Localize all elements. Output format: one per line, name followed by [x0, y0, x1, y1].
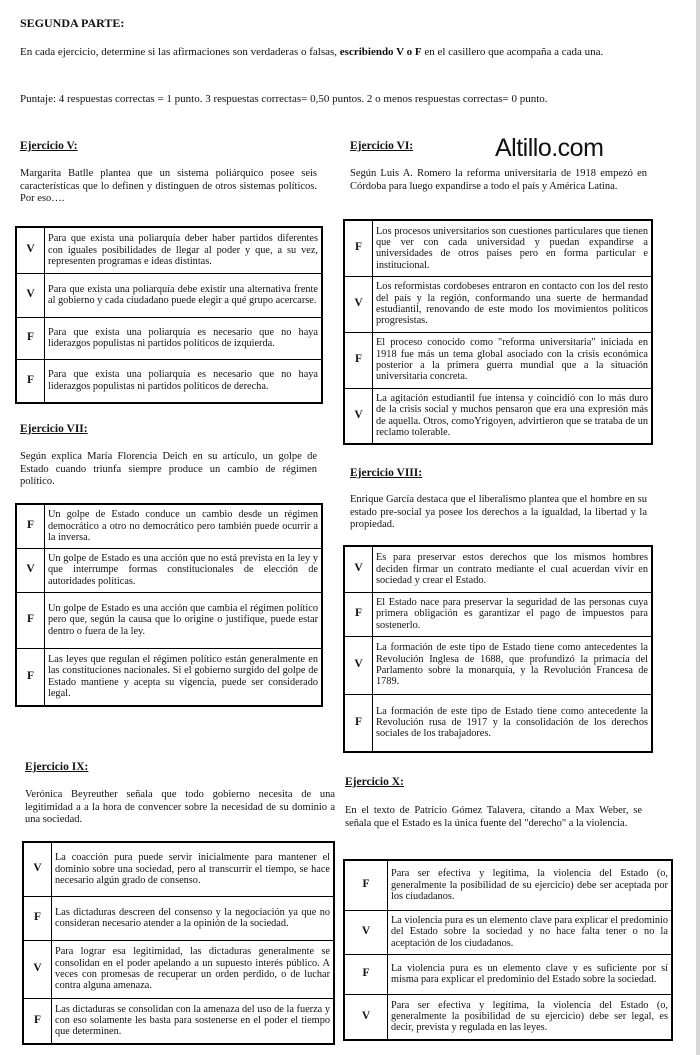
score-rules: Puntaje: 4 respuestas correctas = 1 punto. 3 respuestas correctas= 0,50 puntos. 2 o menos respuestas correctas= 0 punto. — [20, 93, 548, 105]
table-row — [344, 592, 652, 636]
answer-box[interactable]: V — [344, 388, 373, 444]
exercise-ix-title-text: Ejercicio IX — [25, 761, 85, 773]
exercise-viii-title-text: Ejercicio VIII — [350, 467, 419, 479]
answer-box[interactable]: F — [16, 504, 45, 548]
answer-box[interactable]: F — [16, 359, 45, 403]
page-edge-scrollbar[interactable] — [696, 0, 700, 1055]
answer-box[interactable]: V — [23, 940, 52, 998]
table-row — [16, 592, 322, 648]
table-row — [344, 910, 672, 954]
statement: La violencia pura es un elemento clave y es suficiente por sí misma para explicar el predominio del Estado sobre la sociedad. — [388, 954, 673, 994]
answer-box[interactable]: V — [344, 276, 373, 332]
statement: La coacción pura puede servir inicialmente para mantener el dominio sobre una sociedad, pero al transcurrir el tiempo, se hace necesario algún grado de consenso. — [52, 842, 335, 896]
table-row — [16, 273, 322, 317]
exercise-ix-intro: Verónica Beyreuther señala que todo gobierno necesita de una legitimidad a a la hora de convencer sobre la necesidad de su dominio a una sociedad. — [25, 789, 335, 826]
answer-box[interactable]: F — [23, 896, 52, 940]
statement: Las leyes que regulan el régimen político están generalmente en las constituciones nacionales. Si el gobierno surgido del golpe de Estado mantiene y acepta su vigencia, puede ser considerado legal. — [45, 648, 323, 706]
table-row — [16, 227, 322, 273]
statement: Para que exista una poliarquía es necesario que no haya liderazgos populistas ni partidos políticos de derecha. — [45, 359, 323, 403]
exercise-vii-title: Ejercicio VII: — [20, 423, 88, 435]
exercise-viii-intro: Enrique García destaca que el liberalismo plantea que el hombre en su estado pre-social ya posee los derechos a la igualdad, la libertad y la propiedad. — [350, 494, 647, 531]
answer-box[interactable]: F — [344, 220, 373, 276]
table-row — [23, 896, 334, 940]
answer-box[interactable]: V — [23, 842, 52, 896]
page-title: SEGUNDA PARTE: — [20, 16, 125, 30]
exercise-vi-intro: Según Luis A. Romero la reforma universitaria de 1918 empezó en Córdoba para luego expandirse a todo el país y América Latina. — [350, 168, 647, 192]
answer-box[interactable]: F — [16, 648, 45, 706]
exercise-x-intro: En el texto de Patricio Gómez Talavera, citando a Max Weber, se señala que el Estado es la única fuente del "derecho" a la violencia. — [345, 805, 642, 829]
table-row — [344, 860, 672, 910]
exercise-vi-table — [343, 219, 653, 445]
table-row — [23, 998, 334, 1044]
statement: El Estado nace para preservar la seguridad de las personas cuya primera obligación es garantizar el pago de impuestos para sostenerlo. — [373, 592, 653, 636]
table-row — [344, 636, 652, 694]
statement: Para ser efectiva y legítima, la violencia del Estado (o, generalmente la posibilidad de su ejercicio) debe ser aceptada por los ciudadanos. — [388, 860, 673, 910]
table-row — [16, 359, 322, 403]
statement: Para que exista una poliarquía es necesario que no haya liderazgos populistas ni partidos políticos de izquierda. — [45, 317, 323, 359]
statement: Para que exista una poliarquía deber haber partidos diferentes con iguales posibilidades de llegar al poder y que, a su vez, representen programas e ideas distintas. — [45, 227, 323, 273]
answer-box[interactable]: F — [16, 592, 45, 648]
answer-box[interactable]: V — [344, 636, 373, 694]
table-row — [344, 220, 652, 276]
answer-box[interactable]: V — [16, 273, 45, 317]
exercise-ix-title: Ejercicio IX: — [25, 761, 89, 773]
answer-box[interactable]: F — [344, 954, 388, 994]
table-row — [344, 954, 672, 994]
statement: Para lograr esa legitimidad, las dictaduras generalmente se consolidan en el poder apelando a un supuesto interés público. A veces con promesas de recuperar un orden perdido, o de luchar contra alguna amenaza. — [52, 940, 335, 998]
exercise-viii-title: Ejercicio VIII: — [350, 467, 423, 479]
table-row — [344, 276, 652, 332]
instructions-bold: escribiendo V o F — [339, 46, 422, 58]
exercise-v-intro: Margarita Batlle plantea que un sistema poliárquico posee seis características que lo definen y distinguen de otros sistemas políticos. Por eso…. — [20, 168, 317, 205]
answer-box[interactable]: F — [344, 694, 373, 752]
statement: La violencia pura es un elemento clave para explicar el predominio del Estado sobre la sociedad y no hace falta tener o no la aceptación de los ciudadanos. — [388, 910, 673, 954]
table-row — [16, 648, 322, 706]
statement: Para que exista una poliarquía debe existir una alternativa frente al gobierno y cada ciudadano puede elegir a qué grupo acercarse. — [45, 273, 323, 317]
table-row — [23, 940, 334, 998]
answer-box[interactable]: V — [344, 994, 388, 1040]
answer-box[interactable]: F — [23, 998, 52, 1044]
exercise-v-title-text: Ejercicio V — [20, 140, 74, 152]
table-row — [344, 388, 652, 444]
exercise-v-title: Ejercicio V: — [20, 140, 78, 152]
table-row — [23, 842, 334, 896]
exercise-x-table — [343, 859, 673, 1041]
exercise-vii-table — [15, 503, 323, 707]
answer-box[interactable]: F — [344, 592, 373, 636]
exercise-viii-table — [343, 545, 653, 753]
table-row — [16, 317, 322, 359]
table-row — [344, 994, 672, 1040]
statement: Para ser efectiva y legítima, la violencia del Estado (o, generalmente la posibilidad de su ejercicio) debe ser legal, es decir, prevista y regulada en las leyes. — [388, 994, 673, 1040]
exercise-vii-intro: Según explica María Florencia Deich en su artículo, un golpe de Estado cuando triunfa siempre produce un cambio de régimen político. — [20, 451, 317, 488]
answer-box[interactable]: V — [16, 548, 45, 592]
statement: Un golpe de Estado conduce un cambio desde un régimen democrático a otro no democrático pero también puede ocurrir a la inversa. — [45, 504, 323, 548]
statement: El proceso conocido como "reforma universitaria" iniciada en 1918 fue más un tema global asociado con la crisis económica posterior a la primera guerra mundial que a la situación universitaria concreta. — [373, 332, 653, 388]
table-row — [344, 332, 652, 388]
instructions — [20, 46, 660, 60]
instructions-post: en el casillero que acompaña a cada una. — [421, 46, 604, 58]
answer-box[interactable]: V — [16, 227, 45, 273]
table-row — [16, 548, 322, 592]
answer-box[interactable]: V — [344, 546, 373, 592]
statement: Los reformistas cordobeses entraron en contacto con los del resto del país y la región, conformando una suerte de hermandad estudiantil, renovando de este modo los movimientos políticos progresistas. — [373, 276, 653, 332]
statement: La agitación estudiantil fue intensa y coincidió con lo más duro de la crisis social y muchos pensaron que era una expresión más de aquella. Otros, comoYrigoyen, advirtieron que se trataba de un reclamo tolerable. — [373, 388, 653, 444]
statement: Un golpe de Estado es una acción que cambia el régimen político pero que, según la causa que lo origine o justifique, puede estar dentro o fuera de la ley. — [45, 592, 323, 648]
statement: Las dictaduras descreen del consenso y la negociación ya que no consideran necesario atender a la opinión de la sociedad. — [52, 896, 335, 940]
exercise-ix-table — [22, 841, 335, 1045]
exercise-x-title-text: Ejercicio X — [345, 776, 401, 788]
instructions-pre: En cada ejercicio, determine si las afirmaciones son verdaderas o falsas, — [20, 46, 340, 58]
answer-box[interactable]: F — [16, 317, 45, 359]
table-row — [16, 504, 322, 548]
statement: Un golpe de Estado es una acción que no está prevista en la ley y que interrumpe formas constitucionales de elección de autoridades políticas. — [45, 548, 323, 592]
table-row — [344, 694, 652, 752]
table-row — [344, 546, 652, 592]
answer-box[interactable]: F — [344, 860, 388, 910]
statement: La formación de este tipo de Estado tiene como antecedente la Revolución rusa de 1917 y la consolidación de los derechos sociales de los trabajadores. — [373, 694, 653, 752]
exercise-vii-title-text: Ejercicio VII — [20, 423, 84, 435]
exercise-x-title: Ejercicio X: — [345, 776, 404, 788]
watermark-logo: Altillo.com — [495, 134, 604, 162]
exercise-v-table — [15, 226, 323, 404]
exercise-vi-title-text: Ejercicio VI — [350, 140, 410, 152]
exercise-vi-title: Ejercicio VI: — [350, 140, 414, 152]
statement: La formación de este tipo de Estado tiene como antecedentes la Revolución Inglesa de 1688, que profundizó la primacía del Parlamento sobre la monarquía, y la Revolución Francesa de 1789. — [373, 636, 653, 694]
statement: Las dictaduras se consolidan con la amenaza del uso de la fuerza y con eso solamente les basta para sostenerse en el poder el tiempo que determinen. — [52, 998, 335, 1044]
statement: Los procesos universitarios son cuestiones particulares que tienen que ver con cada universidad y puedan expandirse a universidades de otros países pero en forma particular e institucional. — [373, 220, 653, 276]
answer-box[interactable]: V — [344, 910, 388, 954]
answer-box[interactable]: F — [344, 332, 373, 388]
statement: Es para preservar estos derechos que los mismos hombres deciden firmar un contrato mediante el cual acuerdan vivir en sociedad y crear el Estado. — [373, 546, 653, 592]
